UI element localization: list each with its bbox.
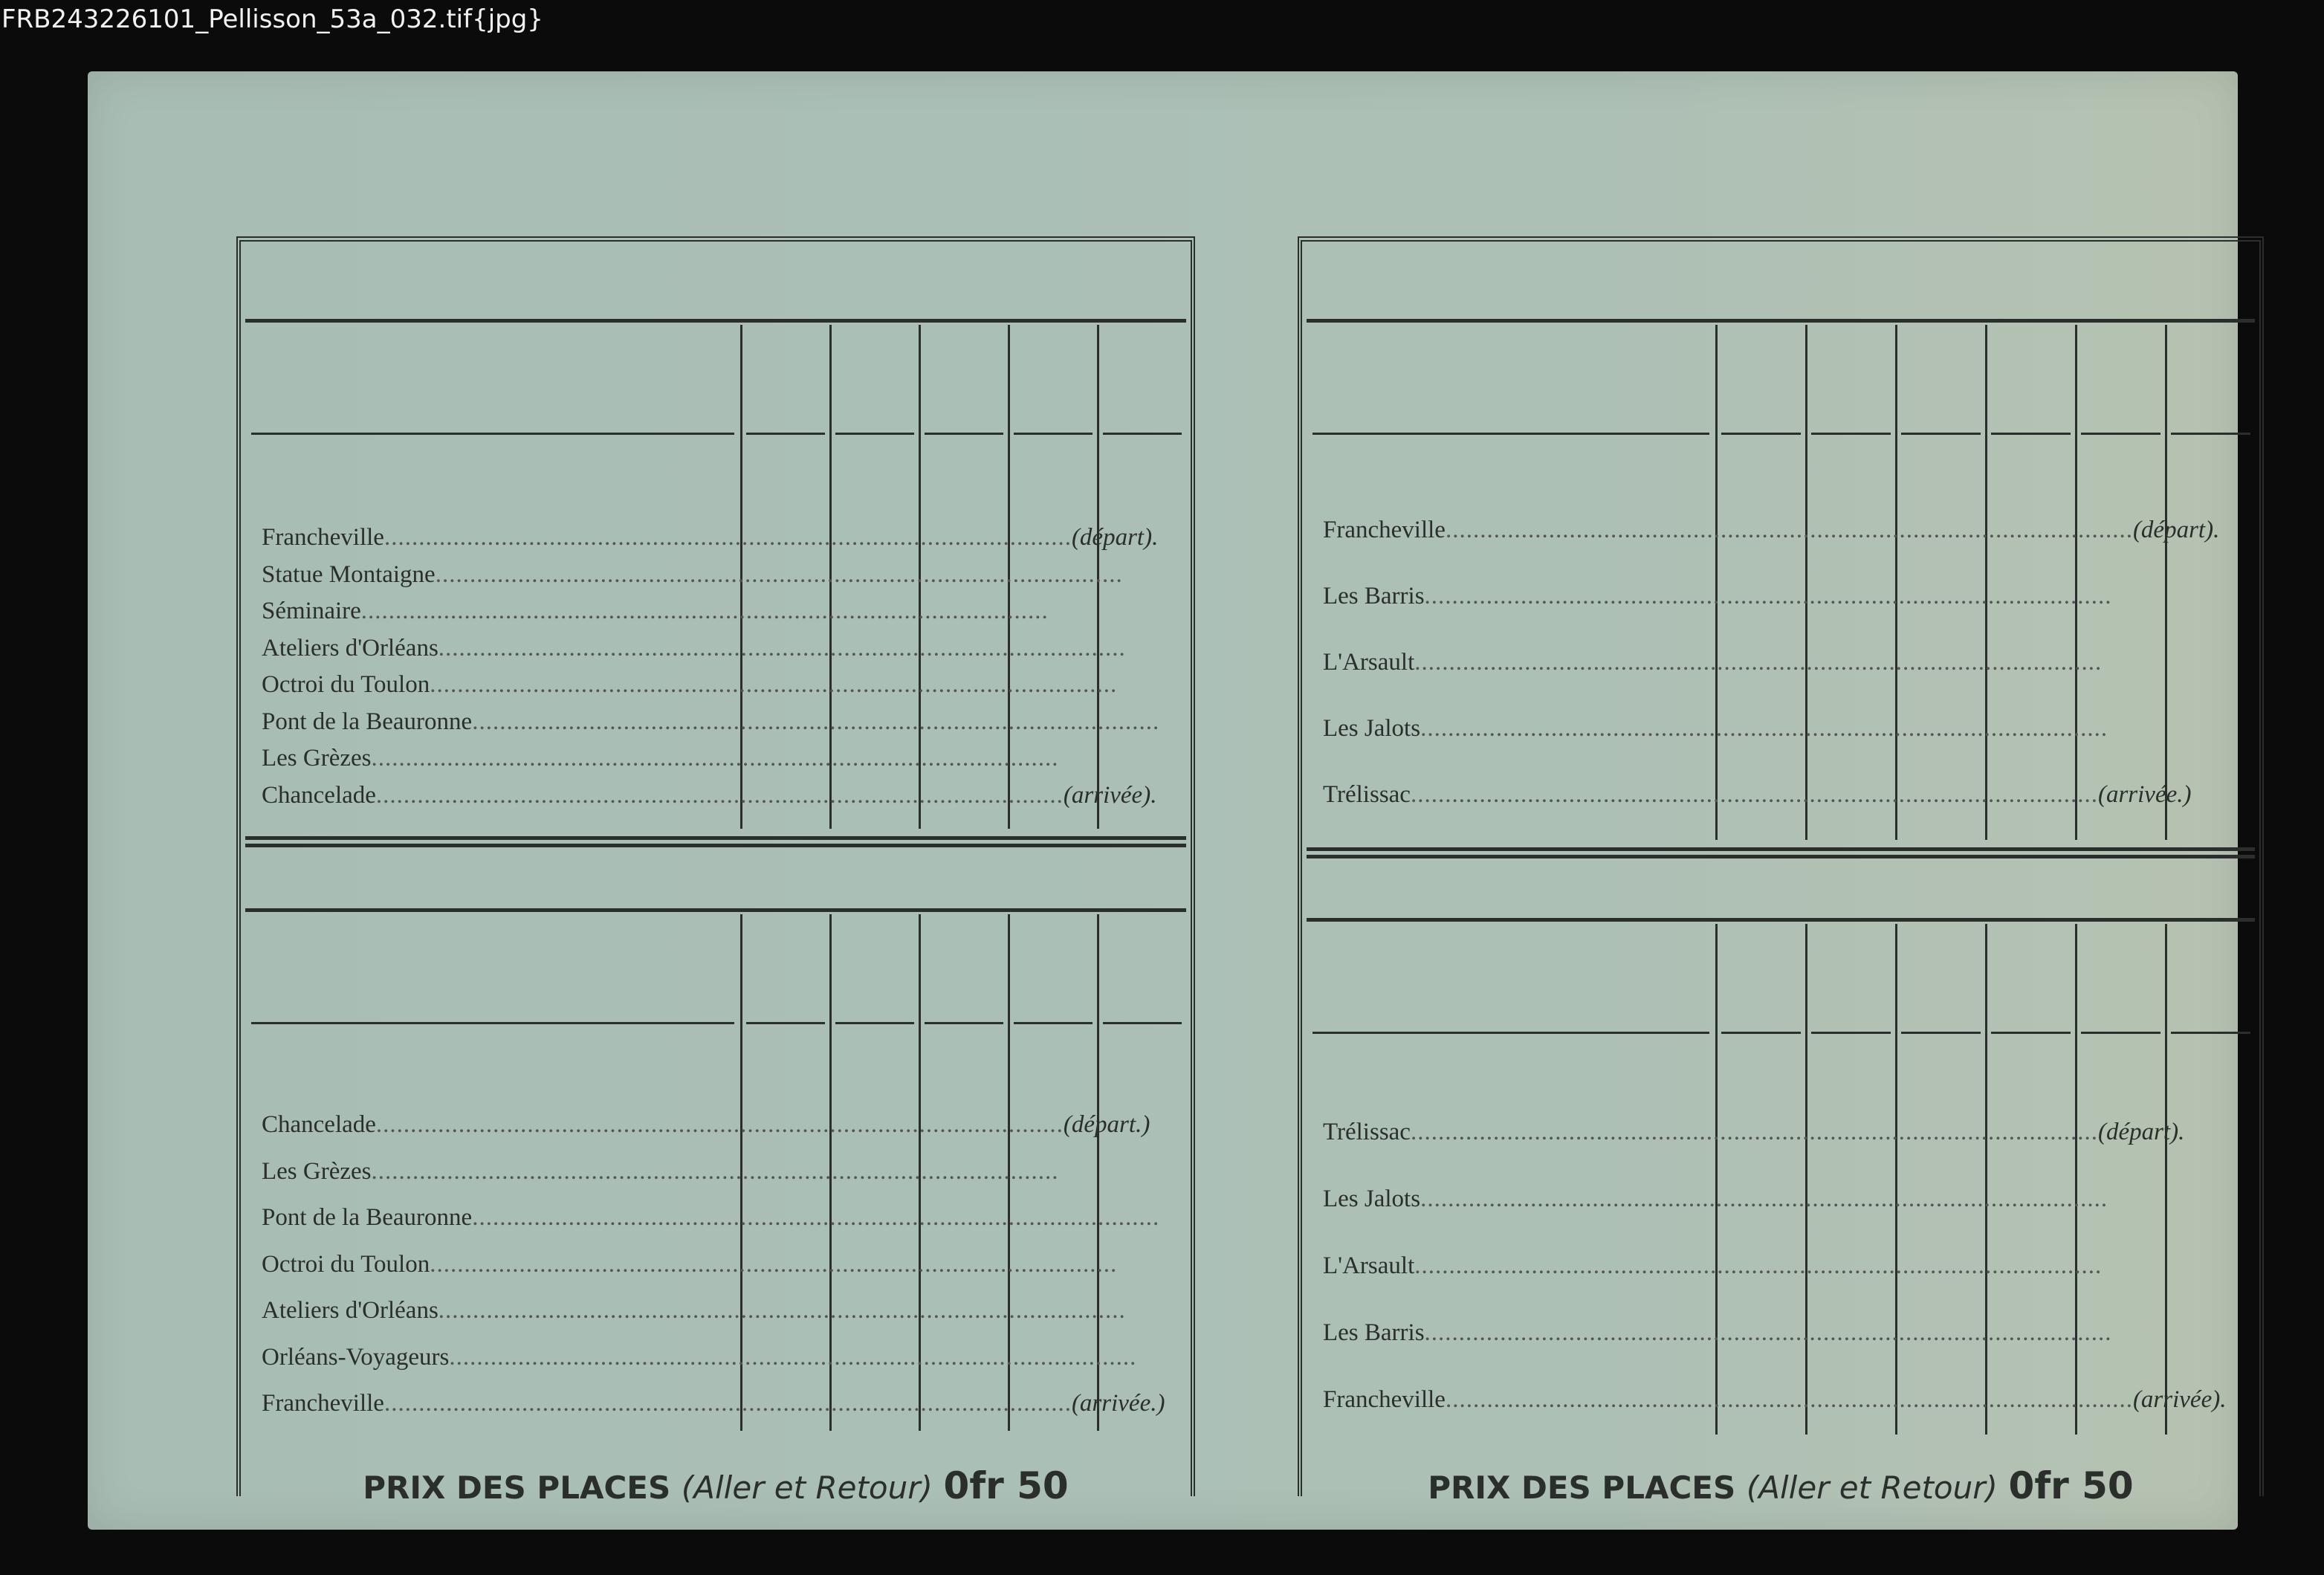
table-row <box>262 1343 1137 1371</box>
dot-leader: .................................................................................................... <box>1420 1186 2108 1212</box>
station-name: Orléans-Voyageurs <box>262 1343 450 1371</box>
station-name: Les Jalots <box>1323 715 1421 742</box>
title-rule <box>1307 918 2255 922</box>
price-value: 0fr 50 <box>943 1464 1069 1507</box>
table-row <box>262 560 1123 589</box>
left-panel <box>236 236 1195 1507</box>
table-row <box>1323 1319 2112 1347</box>
station-name: Octroi du Toulon <box>262 1250 430 1278</box>
station-name: Trélissac <box>1323 1119 1411 1145</box>
train-header-rule <box>1991 433 2071 435</box>
table-row <box>1323 517 2220 544</box>
train-header-rule <box>1103 433 1182 435</box>
table-row <box>262 598 1049 625</box>
train-header-rule <box>925 1022 1003 1024</box>
dot-leader: .................................................................................................... <box>1420 715 2108 742</box>
price-note: (Aller et Retour) <box>1746 1469 1998 1506</box>
station-name: Les Grèzes <box>262 745 372 772</box>
table-row <box>1323 715 2108 743</box>
station-note: (départ). <box>2132 517 2220 543</box>
column-divider <box>1805 924 1807 1435</box>
column-divider <box>2165 325 2167 840</box>
price-note: (Aller et Retour) <box>681 1469 933 1506</box>
price-label: PRIX DES PLACES <box>1428 1469 1736 1506</box>
station-name: Les Grèzes <box>262 1157 372 1185</box>
station-note: (départ.) <box>1063 1111 1150 1138</box>
station-note: (départ). <box>1071 524 1159 551</box>
train-header-rule <box>1721 433 1801 435</box>
train-header-rule <box>746 433 825 435</box>
table-row <box>262 634 1126 662</box>
stations-rule <box>1312 433 1709 435</box>
train-header-rule <box>1811 1032 1891 1034</box>
section-divider <box>245 844 1186 847</box>
train-header-rule <box>1901 433 1981 435</box>
dot-leader: .................................................................................................... <box>1414 649 2103 676</box>
title-rule <box>1307 319 2255 323</box>
station-name: Chancelade <box>262 781 376 809</box>
table-row <box>262 1250 1118 1278</box>
station-name: L'Arsault <box>1323 1252 1415 1279</box>
table-row <box>1323 781 2192 809</box>
dot-leader: .................................................................................................... <box>472 1204 1160 1231</box>
price-line <box>1302 1464 2259 1507</box>
station-name: Ateliers d'Orléans <box>262 634 438 662</box>
column-divider <box>1895 924 1897 1435</box>
dot-leader: .................................................................................................... <box>1410 1119 2098 1145</box>
price-line <box>241 1464 1191 1507</box>
table-row <box>262 1111 1150 1139</box>
dot-leader: .................................................................................................... <box>371 1157 1059 1185</box>
dot-leader: .................................................................................................... <box>430 671 1118 698</box>
dot-leader: .................................................................................................... <box>430 1250 1118 1278</box>
station-name: Statue Montaigne <box>262 560 436 588</box>
dot-leader: .................................................................................................... <box>1445 517 2133 543</box>
table-row <box>262 1390 1165 1417</box>
train-header-rule <box>1014 1022 1093 1024</box>
station-name: Francheville <box>1323 1386 1446 1413</box>
table-row <box>262 745 1059 772</box>
file-name-label: FRB243226101_Pellisson_53a_032.tif{jpg} <box>1 4 543 34</box>
dot-leader: .................................................................................................... <box>472 708 1160 735</box>
station-name: Francheville <box>262 524 384 551</box>
train-header-rule <box>1721 1032 1801 1034</box>
station-note: (départ). <box>2097 1119 2185 1145</box>
column-divider <box>2075 924 2077 1435</box>
dot-leader: .................................................................................................... <box>360 598 1049 624</box>
train-header-rule <box>1991 1032 2071 1034</box>
dot-leader: .................................................................................................... <box>438 634 1126 662</box>
station-note: (arrivée.) <box>1071 1390 1165 1417</box>
table-row <box>262 781 1157 809</box>
dot-leader: .................................................................................................... <box>375 1111 1064 1138</box>
train-header-rule <box>2171 1032 2250 1034</box>
price-label: PRIX DES PLACES <box>363 1469 671 1506</box>
table-row <box>1323 583 2112 610</box>
right-panel <box>1298 236 2264 1507</box>
dot-leader: .................................................................................................... <box>375 781 1064 809</box>
train-header-rule <box>2081 433 2160 435</box>
dot-leader: .................................................................................................... <box>371 745 1059 772</box>
stations-rule <box>251 1022 734 1024</box>
dot-leader: .................................................................................................... <box>1424 583 2112 609</box>
train-header-rule <box>835 1022 914 1024</box>
station-name: Les Barris <box>1323 583 1425 609</box>
train-header-rule <box>1014 433 1093 435</box>
dot-leader: .................................................................................................... <box>438 1297 1126 1324</box>
station-name: Octroi du Toulon <box>262 671 430 698</box>
train-header-rule <box>2171 433 2250 435</box>
table-row <box>1323 1252 2103 1280</box>
station-name: Les Jalots <box>1323 1186 1421 1212</box>
table-row <box>1323 649 2103 676</box>
column-divider <box>2165 924 2167 1435</box>
column-divider <box>1985 924 1987 1435</box>
table-row <box>262 1297 1126 1325</box>
dot-leader: .................................................................................................... <box>435 560 1123 588</box>
train-header-rule <box>835 433 914 435</box>
train-header-rule <box>1811 433 1891 435</box>
price-value: 0fr 50 <box>2008 1464 2134 1507</box>
title-rule <box>245 319 1186 323</box>
section-divider <box>1307 847 2255 851</box>
station-note: (arrivée). <box>2132 1386 2227 1413</box>
dot-leader: .................................................................................................... <box>1414 1252 2103 1279</box>
table-row <box>1323 1386 2227 1414</box>
station-name: Trélissac <box>1323 781 1411 808</box>
column-divider <box>1715 924 1718 1435</box>
section-divider <box>245 836 1186 840</box>
table-row <box>262 1204 1160 1232</box>
train-header-rule <box>1103 1022 1182 1024</box>
table-row <box>1323 1186 2108 1213</box>
section-divider <box>1307 855 2255 858</box>
table-row <box>1323 1119 2185 1146</box>
station-name: Les Barris <box>1323 1319 1425 1346</box>
dot-leader: .................................................................................................... <box>449 1343 1137 1371</box>
station-name: Pont de la Beauronne <box>262 708 473 735</box>
station-name: Pont de la Beauronne <box>262 1204 473 1231</box>
dot-leader: .................................................................................................... <box>1445 1386 2133 1413</box>
station-name: Francheville <box>1323 517 1446 543</box>
table-row <box>262 524 1159 552</box>
station-note: (arrivée.) <box>2097 781 2192 808</box>
station-name: L'Arsault <box>1323 649 1415 676</box>
station-name: Francheville <box>262 1390 384 1417</box>
table-row <box>262 708 1160 736</box>
train-header-rule <box>2081 1032 2160 1034</box>
train-header-rule <box>1901 1032 1981 1034</box>
train-header-rule <box>925 433 1003 435</box>
train-header-rule <box>746 1022 825 1024</box>
dot-leader: .................................................................................................... <box>1424 1319 2112 1346</box>
table-row <box>262 671 1118 699</box>
timetable-card <box>88 71 2238 1530</box>
dot-leader: .................................................................................................... <box>1410 781 2098 808</box>
station-name: Séminaire <box>262 598 361 624</box>
station-note: (arrivée). <box>1063 781 1157 809</box>
station-name: Chancelade <box>262 1111 376 1138</box>
title-rule <box>245 908 1186 912</box>
station-name: Ateliers d'Orléans <box>262 1297 438 1324</box>
table-row <box>262 1157 1059 1186</box>
dot-leader: .................................................................................................... <box>383 1390 1072 1417</box>
dot-leader: .................................................................................................... <box>383 524 1072 551</box>
stations-rule <box>251 433 734 435</box>
stations-rule <box>1312 1032 1709 1034</box>
